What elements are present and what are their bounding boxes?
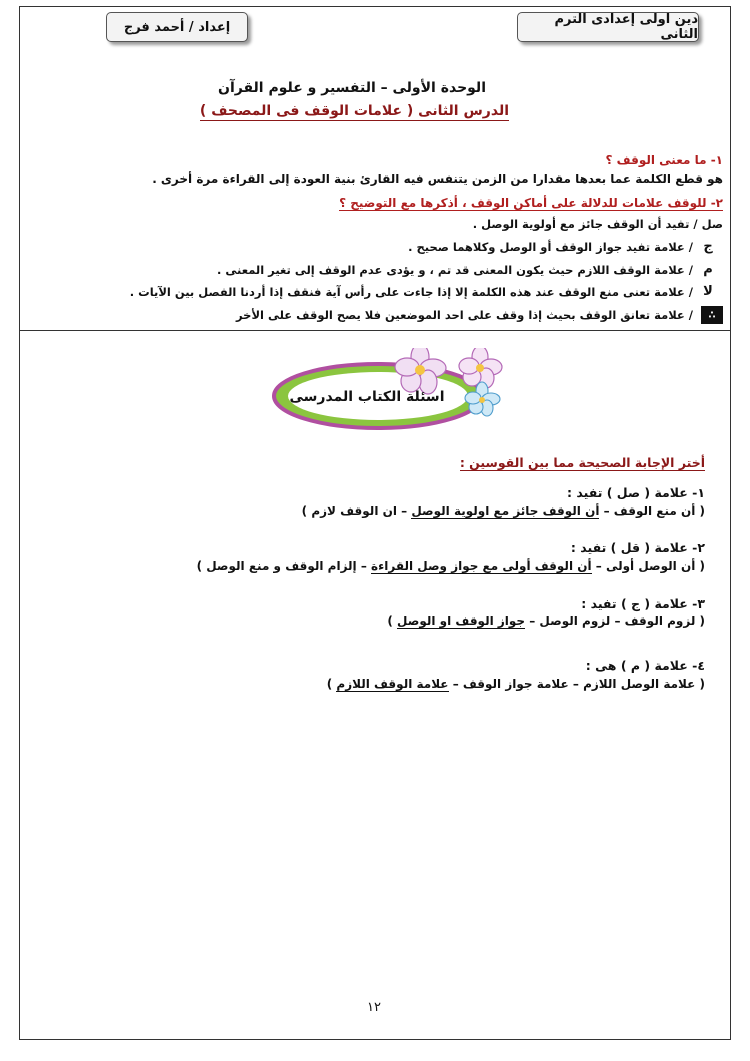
unit-title: الوحدة الأولى – التفسير و علوم القرآن (218, 80, 486, 96)
mcq-options: ( أن الوصل أولى – أن الوقف أولى مع جواز وصل القراءة – إلزام الوقف و منع الوصل ) (196, 559, 705, 573)
flower-oval-graphic (270, 348, 510, 430)
list-item (473, 217, 723, 231)
symbol-label: صل / (693, 217, 723, 231)
course-label: دين اولى إعدادى الترم الثانى (517, 12, 699, 42)
section-badge (270, 348, 510, 430)
instructions (460, 455, 705, 470)
list-item (408, 239, 723, 254)
instructions-text: أختر الإجابة الصحيحة مما بين القوسين : (459, 455, 705, 470)
answer-1: هو قطع الكلمة عما بعدها مقدارا من الزمن يتنفس فيه القارئ بنية العودة إلى القراءة مرة أخرى . (152, 172, 723, 186)
mcq-question: ١- علامة ( صل ) تفيد : (567, 485, 705, 500)
symbol-desc: / علامة تعنى منع الوقف عند هذه الكلمة إلا إذا جاءت على رأس آية فنقف إذا أردنا الفصل بين الآيات . (129, 284, 693, 299)
page-number: ١٢ (367, 1000, 381, 1015)
question-2 (339, 196, 723, 210)
symbol-desc: / علامة تعانق الوقف بحيث إذا وقف على احد الموضعين فلا يصح الوقف على الأخر (236, 308, 693, 322)
section-divider (19, 330, 731, 331)
list-item (130, 284, 723, 299)
mcq-question: ٣- علامة ( ج ) تفيد : (581, 596, 705, 611)
symbol-label: م (703, 262, 713, 277)
list-item (217, 262, 723, 277)
mcq-options: ( علامة الوصل اللازم – علامة جواز الوقف – علامة الوقف اللازم ) (326, 677, 705, 691)
question-2-text: ٢- للوقف علامات للدلالة على أماكن الوقف ، أذكرها مع التوضيح ؟ (339, 196, 723, 210)
mcq-options: ( أن منع الوقف – أن الوقف جائز مع اولوية الوصل – ان الوقف لازم ) (301, 504, 705, 518)
mcq-question: ٤- علامة ( م ) هى : (585, 658, 705, 673)
correct-answer: أن الوقف جائز مع اولوية الوصل (411, 504, 600, 518)
embrace-stop-icon: ∴ (701, 306, 723, 324)
author-label: إعداد / أحمد فرج (106, 12, 248, 42)
symbol-label: لا (703, 284, 713, 299)
lesson-title (200, 103, 509, 119)
symbol-desc: / علامة الوقف اللازم حيث يكون المعنى قد تم ، و يؤدى عدم الوقف إلى تغير المعنى . (217, 262, 693, 277)
mcq-options: ( لزوم الوقف – لزوم الوصل – جواز الوقف او الوصل ) (387, 614, 705, 628)
symbol-desc: / علامة تفيد جواز الوقف أو الوصل وكلاهما صحيح . (408, 239, 693, 254)
symbol-desc: تفيد أن الوقف جائز مع أولوية الوصل . (472, 217, 690, 231)
correct-answer: جواز الوقف او الوصل (397, 614, 526, 628)
correct-answer: علامة الوقف اللازم (336, 677, 449, 691)
correct-answer: أن الوقف أولى مع جواز وصل القراءة (371, 559, 592, 573)
mcq-question: ٢- علامة ( قل ) تفيد : (570, 540, 705, 555)
symbol-label: ج (703, 239, 713, 254)
lesson-title-text: الدرس الثانى ( علامات الوقف فى المصحف ) (199, 103, 509, 119)
section-badge-label: اسئلة الكتاب المدرسى (289, 389, 445, 405)
question-1: ١- ما معنى الوقف ؟ (605, 153, 723, 167)
list-item (236, 306, 723, 324)
